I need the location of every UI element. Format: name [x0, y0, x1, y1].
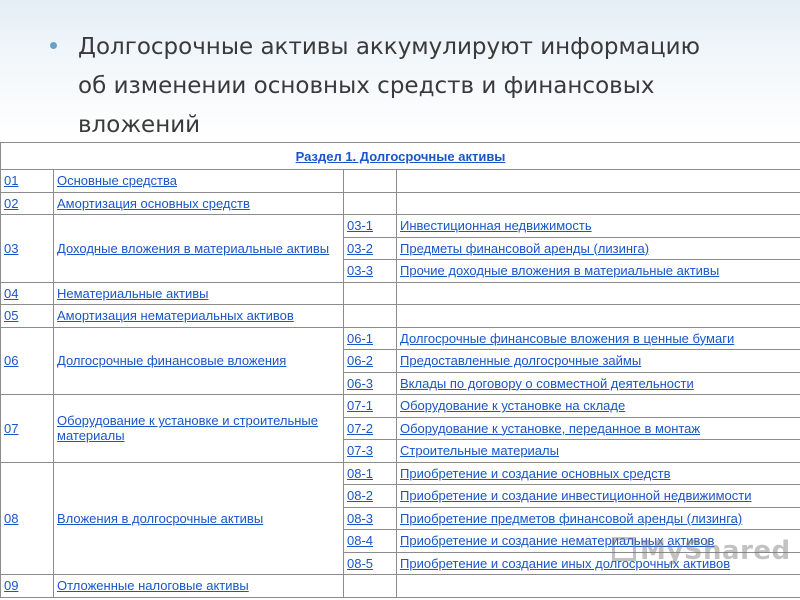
subaccount-code-link[interactable]: 07-2: [347, 420, 374, 436]
subaccount-code-link-cell: [344, 507, 397, 530]
subaccount-name-link[interactable]: Оборудование к установке, переданное в монтаж: [400, 420, 701, 436]
watermark-logo: [612, 536, 791, 566]
subaccount-code-link-cell: [344, 417, 397, 440]
watermark-text: MyShared: [640, 536, 791, 566]
empty-subname-cell: [397, 170, 800, 193]
subaccount-name-link[interactable]: Оборудование к установке на складе: [400, 398, 626, 414]
account-code-link[interactable]: 05: [4, 308, 19, 324]
subaccount-name-link-cell: [397, 372, 800, 395]
subaccount-code-link[interactable]: 08-4: [347, 533, 374, 549]
subaccount-name-link[interactable]: Прочие доходные вложения в материальные активы: [400, 263, 720, 279]
account-name-link[interactable]: Оборудование к установке и строительные материалы: [57, 413, 318, 444]
account-code-link-cell: [1, 575, 54, 598]
account-code-link-cell: [1, 282, 54, 305]
subaccount-name-link[interactable]: Приобретение и создание иных долгосрочных активов: [400, 555, 731, 571]
account-code-link[interactable]: 04: [4, 285, 19, 301]
account-name-link-cell: [54, 282, 344, 305]
account-name-link-cell: [54, 462, 344, 575]
account-code-link-cell: [1, 462, 54, 575]
account-code-link-cell: [1, 215, 54, 283]
empty-subname-cell: [397, 192, 800, 215]
slide-title: [78, 28, 778, 145]
subaccount-name-link-cell: [397, 485, 800, 508]
empty-subname-cell: [397, 282, 800, 305]
subaccount-code-link-cell: [344, 440, 397, 463]
table-row: [1, 575, 800, 598]
subaccount-name-link[interactable]: Предоставленные долгосрочные займы: [400, 353, 642, 369]
subaccount-code-link[interactable]: 08-3: [347, 510, 374, 526]
subaccount-code-link[interactable]: 03-2: [347, 240, 374, 256]
empty-subcode-cell: [344, 282, 397, 305]
logo-square-icon: [612, 537, 636, 561]
account-code-link[interactable]: 01: [4, 173, 19, 189]
subaccount-code-link-cell: [344, 395, 397, 418]
table-row: [1, 282, 800, 305]
subaccount-code-link[interactable]: 06-1: [347, 330, 374, 346]
account-name-link-cell: [54, 192, 344, 215]
account-name-link-cell: [54, 170, 344, 193]
subaccount-code-link-cell: [344, 237, 397, 260]
account-code-link-cell: [1, 327, 54, 395]
subaccount-code-link-cell: [344, 485, 397, 508]
subaccount-name-link-cell: [397, 260, 800, 283]
account-code-link[interactable]: 06: [4, 353, 19, 369]
subaccount-name-link-cell: [397, 417, 800, 440]
account-name-link[interactable]: Амортизация нематериальных активов: [57, 308, 294, 324]
empty-subcode-cell: [344, 305, 397, 328]
account-name-link[interactable]: Основные средства: [57, 173, 177, 189]
subaccount-name-link-cell: [397, 395, 800, 418]
account-name-link[interactable]: Доходные вложения в материальные активы: [57, 240, 330, 256]
subaccount-code-link-cell: [344, 462, 397, 485]
title-line-2: об изменении основных средств и финансовых: [78, 73, 655, 99]
account-name-link[interactable]: Вложения в долгосрочные активы: [57, 510, 264, 526]
account-name-link[interactable]: Долгосрочные финансовые вложения: [57, 353, 287, 369]
title-line-3: вложений: [78, 112, 201, 138]
subaccount-code-link-cell: [344, 372, 397, 395]
account-name-link[interactable]: Нематериальные активы: [57, 285, 209, 301]
subaccount-name-link-cell: [397, 350, 800, 373]
subaccount-name-link-cell: [397, 440, 800, 463]
subaccount-code-link-cell: [344, 260, 397, 283]
subaccount-name-link[interactable]: Приобретение и создание нематериальных активов: [400, 533, 715, 549]
table-row: [1, 170, 800, 193]
account-name-link-cell: [54, 215, 344, 283]
subaccount-code-link-cell: [344, 350, 397, 373]
account-code-link[interactable]: 09: [4, 578, 19, 594]
subaccount-name-link[interactable]: Долгосрочные финансовые вложения в ценные бумаги: [400, 330, 735, 346]
bullet-dot: [50, 42, 57, 49]
table-body: [1, 170, 800, 598]
subaccount-code-link-cell: [344, 327, 397, 350]
account-code-link[interactable]: 02: [4, 195, 19, 211]
subaccount-name-link[interactable]: Предметы финансовой аренды (лизинга): [400, 240, 650, 256]
subaccount-code-link-cell: [344, 215, 397, 238]
subaccount-code-link[interactable]: 03-3: [347, 263, 374, 279]
subaccount-name-link-cell: [397, 327, 800, 350]
account-code-link-cell: [1, 170, 54, 193]
subaccount-name-link-cell: [397, 215, 800, 238]
table-row: [1, 462, 800, 485]
table-row: [1, 215, 800, 238]
subaccount-name-link[interactable]: Приобретение и создание основных средств: [400, 465, 671, 481]
subaccount-code-link[interactable]: 07-3: [347, 443, 374, 459]
subaccount-code-link[interactable]: 08-1: [347, 465, 374, 481]
account-name-link[interactable]: Амортизация основных средств: [57, 195, 250, 211]
table-row: [1, 305, 800, 328]
subaccount-code-link-cell: [344, 530, 397, 553]
subaccount-code-link[interactable]: 08-2: [347, 488, 374, 504]
account-name-link-cell: [54, 395, 344, 463]
account-code-link-cell: [1, 305, 54, 328]
empty-subcode-cell: [344, 192, 397, 215]
subaccount-code-link[interactable]: 08-5: [347, 555, 374, 571]
table-row: [1, 327, 800, 350]
subaccount-name-link[interactable]: Инвестиционная недвижимость: [400, 218, 592, 234]
account-code-link[interactable]: 08: [4, 510, 19, 526]
table-row: [1, 395, 800, 418]
account-code-link[interactable]: 03: [4, 240, 19, 256]
table-row: [1, 192, 800, 215]
empty-subcode-cell: [344, 170, 397, 193]
title-line-1: Долгосрочные активы аккумулируют информацию: [78, 34, 700, 60]
subaccount-code-link[interactable]: 07-1: [347, 398, 374, 414]
subaccount-name-link-cell: [397, 507, 800, 530]
subaccount-code-link[interactable]: 03-1: [347, 218, 374, 234]
subaccount-code-link[interactable]: 06-2: [347, 353, 374, 369]
subaccount-name-link-cell: [397, 462, 800, 485]
subaccount-name-link[interactable]: Приобретение предметов финансовой аренды (лизинга): [400, 510, 743, 526]
subaccount-code-link-cell: [344, 552, 397, 575]
account-code-link-cell: [1, 395, 54, 463]
accounts-table: [0, 142, 800, 598]
subaccount-name-link[interactable]: Приобретение и создание инвестиционной недвижимости: [400, 488, 752, 504]
section-header[interactable]: Раздел 1. Долгосрочные активы: [1, 143, 800, 170]
account-name-link-cell: [54, 575, 344, 598]
empty-subname-cell: [397, 305, 800, 328]
empty-subname-cell: [397, 575, 800, 598]
subaccount-name-link[interactable]: Вклады по договору о совместной деятельности: [400, 375, 694, 391]
subaccount-name-link[interactable]: Строительные материалы: [400, 443, 559, 459]
account-name-link-cell: [54, 327, 344, 395]
account-code-link[interactable]: 07: [4, 420, 19, 436]
account-code-link-cell: [1, 192, 54, 215]
account-name-link[interactable]: Отложенные налоговые активы: [57, 578, 249, 594]
account-name-link-cell: [54, 305, 344, 328]
subaccount-code-link[interactable]: 06-3: [347, 375, 374, 391]
subaccount-name-link-cell: [397, 237, 800, 260]
empty-subcode-cell: [344, 575, 397, 598]
